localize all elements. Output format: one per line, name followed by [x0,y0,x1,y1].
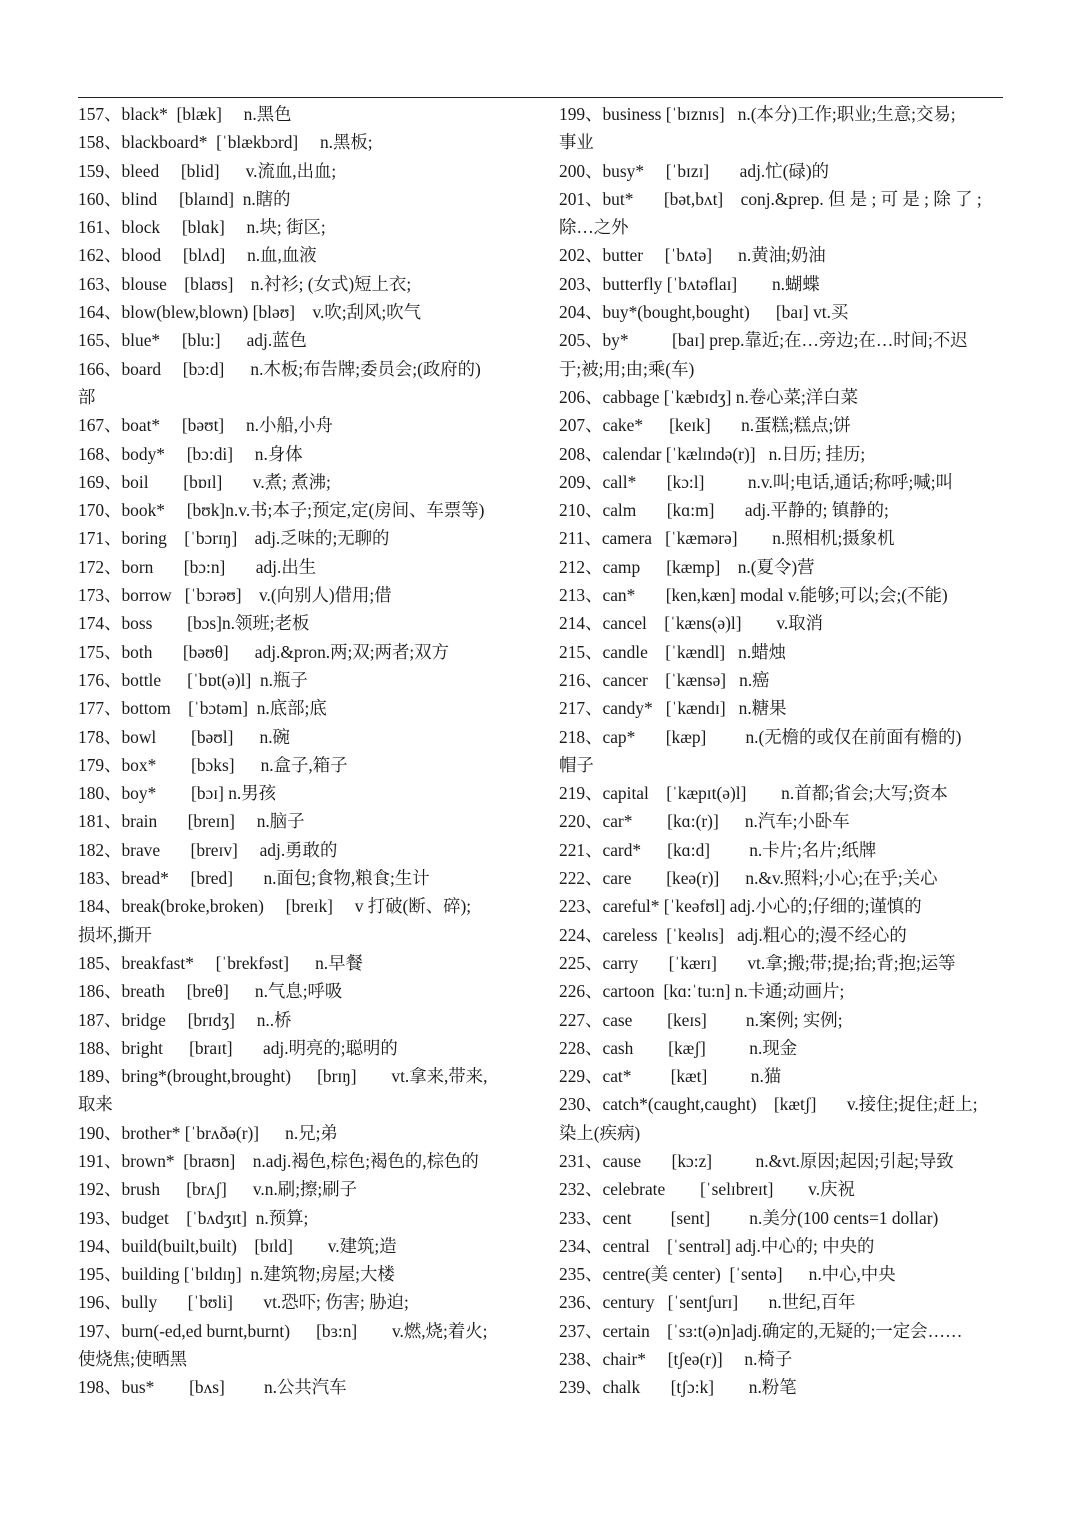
vocabulary-line: 235、centre(美 center) [ˈsentə] n.中心,中央 [559,1264,896,1285]
vocabulary-line: 163、blouse [blaʊs] n.衬衫; (女式)短上衣; [78,273,412,294]
vocabulary-line: 171、boring [ˈbɔrɪŋ] adj.乏味的;无聊的 [78,528,390,549]
vocabulary-line: 221、card* [kɑ:d] n.卡片;名片;纸牌 [559,839,877,860]
vocabulary-line: 198、bus* [bʌs] n.公共汽车 [78,1377,347,1398]
vocabulary-line: 214、cancel [ˈkæns(ə)l] v.取消 [559,613,824,634]
vocabulary-line: 188、bright [braɪt] adj.明亮的;聪明的 [78,1037,398,1058]
vocabulary-line: 183、bread* [bred] n.面包;食物,粮食;生计 [78,868,430,889]
right-word-column [559,100,1007,1402]
vocabulary-line: 181、brain [breɪn] n.脑子 [78,811,305,832]
vocabulary-line: 178、bowl [bəʊl] n.碗 [78,726,290,747]
vocabulary-line: 220、car* [kɑ:(r)] n.汽车;小卧车 [559,811,850,832]
vocabulary-line: 162、blood [blʌd] n.血,血液 [78,245,317,266]
vocabulary-line: 175、both [bəʊθ] adj.&pron.两;双;两者;双方 [78,641,449,662]
vocabulary-line: 157、black* [blæk] n.黑色 [78,104,292,124]
vocabulary-line: 219、capital [ˈkæpɪt(ə)l] n.首都;省会;大写;资本 [559,783,948,804]
vocabulary-line: 238、chair* [tʃeə(r)] n.椅子 [559,1349,793,1370]
vocabulary-line: 223、careful* [ˈkeəfʊl] adj.小心的;仔细的;谨慎的 [559,896,922,917]
vocabulary-line: 184、break(broke,broken) [breɪk] v 打破(断、碎); [78,896,472,917]
vocabulary-line: 158、blackboard* [ˈblækbɔrd] n.黑板; [78,132,373,153]
vocabulary-line: 169、boil [bɒɪl] v.煮; 煮沸; [78,471,331,492]
vocabulary-line: 177、bottom [ˈbɔtəm] n.底部;底 [78,698,327,719]
vocabulary-line: 190、brother* [ˈbrʌðə(r)] n.兄;弟 [78,1122,338,1143]
vocabulary-line: 228、cash [kæʃ] n.现金 [559,1037,798,1058]
vocabulary-line: 202、butter [ˈbʌtə] n.黄油;奶油 [559,245,826,266]
vocabulary-line: 174、boss [bɔs]n.领班;老板 [78,613,310,634]
vocabulary-line: 165、blue* [blu:] adj.蓝色 [78,330,307,351]
vocabulary-line: 187、bridge [brɪdʒ] n..桥 [78,1009,292,1030]
vocabulary-line: 212、camp [kæmp] n.(夏令)营 [559,556,815,577]
vocabulary-line: 161、block [blɑk] n.块; 街区; [78,217,326,238]
vocabulary-line: 206、cabbage [ˈkæbɪdʒ] n.卷心菜;洋白菜 [559,386,858,407]
vocabulary-line: 211、camera [ˈkæmərə] n.照相机;摄象机 [559,528,895,549]
vocabulary-line: 除…之外 [559,217,629,238]
vocabulary-line: 224、careless [ˈkeəlɪs] adj.粗心的;漫不经心的 [559,924,907,945]
vocabulary-line: 事业 [559,132,594,153]
vocabulary-line: 159、bleed [blid] v.流血,出血; [78,160,337,181]
vocabulary-line: 186、breath [breθ] n.气息;呼吸 [78,981,343,1002]
vocabulary-line: 部 [78,386,96,407]
vocabulary-line: 取来 [78,1094,113,1115]
vocabulary-line: 203、butterfly [ˈbʌtəflaɪ] n.蝴蝶 [559,273,820,294]
vocabulary-line: 229、cat* [kæt] n.猫 [559,1066,782,1087]
vocabulary-line: 236、century [ˈsentʃurɪ] n.世纪,百年 [559,1292,856,1313]
vocabulary-line: 196、bully [ˈbʊli] vt.恐吓; 伤害; 胁迫; [78,1292,409,1313]
vocabulary-line: 215、candle [ˈkændl] n.蜡烛 [559,641,787,662]
vocabulary-line: 209、call* [kɔ:l] n.v.叫;电话,通话;称呼;喊;叫 [559,471,953,492]
vocabulary-line: 210、calm [kɑ:m] adj.平静的; 镇静的; [559,500,889,521]
vocabulary-line: 225、carry [ˈkærɪ] vt.拿;搬;带;提;抬;背;抱;运等 [559,952,956,973]
left-word-column [78,100,530,1402]
vocabulary-line: 217、candy* [ˈkændɪ] n.糖果 [559,698,787,719]
vocabulary-line: 172、born [bɔ:n] adj.出生 [78,556,317,577]
vocabulary-line: 166、board [bɔ:d] n.木板;布告牌;委员会;(政府的) [78,358,481,379]
vocabulary-line: 193、budget [ˈbʌdʒɪt] n.预算; [78,1207,309,1228]
vocabulary-line: 164、blow(blew,blown) [bləʊ] v.吹;刮风;吹气 [78,302,421,323]
vocabulary-line: 168、body* [bɔ:di] n.身体 [78,443,303,464]
vocabulary-line: 帽子 [559,754,594,775]
vocabulary-line: 191、brown* [braʊn] n.adj.褐色,棕色;褐色的,棕色的 [78,1150,479,1171]
vocabulary-line: 201、but* [bət,bʌt] conj.&prep. 但 是 ; 可 是 ; 除 了 ; [559,188,982,209]
vocabulary-line: 199、business [ˈbɪznɪs] n.(本分)工作;职业;生意;交易; [559,104,956,124]
vocabulary-line: 182、brave [breɪv] adj.勇敢的 [78,839,338,860]
vocabulary-line: 167、boat* [bəʊt] n.小船,小舟 [78,415,333,436]
vocabulary-line: 194、build(built,built) [bɪld] v.建筑;造 [78,1235,397,1256]
vocabulary-line: 使烧焦;使晒黑 [78,1349,188,1370]
vocabulary-line: 170、book* [bʊk]n.v.书;本子;预定,定(房间、车票等) [78,500,485,521]
vocabulary-line: 205、by* [baɪ] prep.靠近;在…旁边;在…时间;不迟 [559,330,968,351]
top-rule [78,97,1003,98]
vocabulary-line: 227、case [keɪs] n.案例; 实例; [559,1009,843,1030]
vocabulary-line: 于;被;用;由;乘(车) [559,358,695,379]
vocabulary-line: 204、buy*(bought,bought) [baɪ] vt.买 [559,302,849,323]
vocabulary-line: 237、certain [ˈsɜ:t(ə)n]adj.确定的,无疑的;一定会…… [559,1320,963,1341]
vocabulary-line: 226、cartoon [kɑ:ˈtu:n] n.卡通;动画片; [559,981,845,1002]
vocabulary-line: 160、blind [blaɪnd] n.瞎的 [78,188,291,209]
vocabulary-line: 179、box* [bɔks] n.盒子,箱子 [78,754,348,775]
vocabulary-line: 染上(疾病) [559,1122,641,1143]
vocabulary-line: 231、cause [kɔ:z] n.&vt.原因;起因;引起;导致 [559,1150,954,1171]
vocabulary-line: 239、chalk [tʃɔ:k] n.粉笔 [559,1377,797,1398]
vocabulary-line: 208、calendar [ˈkælɪndə(r)] n.日历; 挂历; [559,443,866,464]
vocabulary-line: 213、can* [ken,kæn] modal v.能够;可以;会;(不能) [559,585,948,606]
vocabulary-line: 192、brush [brʌʃ] v.n.刷;擦;刷子 [78,1179,358,1200]
vocabulary-line: 189、bring*(brought,brought) [brɪŋ] vt.拿来,带来, [78,1066,488,1087]
vocabulary-line: 176、bottle [ˈbɒt(ə)l] n.瓶子 [78,669,308,690]
vocabulary-line: 216、cancer [ˈkænsə] n.癌 [559,669,770,690]
vocabulary-line: 损坏,撕开 [78,924,152,945]
vocabulary-line: 222、care [keə(r)] n.&v.照料;小心;在乎;关心 [559,868,938,889]
vocabulary-line: 230、catch*(caught,caught) [kætʃ] v.接住;捉住;赶上; [559,1094,978,1115]
vocabulary-line: 234、central [ˈsentrəl] adj.中心的; 中央的 [559,1235,875,1256]
vocabulary-line: 233、cent [sent] n.美分(100 cents=1 dollar) [559,1207,939,1228]
vocabulary-line: 232、celebrate [ˈselɪbreɪt] v.庆祝 [559,1179,855,1200]
vocabulary-line: 207、cake* [keɪk] n.蛋糕;糕点;饼 [559,415,851,436]
vocabulary-line: 173、borrow [ˈbɔrəʊ] v.(向别人)借用;借 [78,585,392,606]
vocabulary-line: 195、building [ˈbɪldɪŋ] n.建筑物;房屋;大楼 [78,1264,395,1285]
vocabulary-line: 200、busy* [ˈbɪzɪ] adj.忙(碌)的 [559,160,829,181]
vocabulary-line: 180、boy* [bɔɪ] n.男孩 [78,783,277,804]
vocabulary-line: 185、breakfast* [ˈbrekfəst] n.早餐 [78,952,363,973]
vocabulary-line: 197、burn(-ed,ed burnt,burnt) [bɜ:n] v.燃,烧;着火; [78,1320,488,1341]
vocabulary-line: 218、cap* [kæp] n.(无檐的或仅在前面有檐的) [559,726,962,747]
